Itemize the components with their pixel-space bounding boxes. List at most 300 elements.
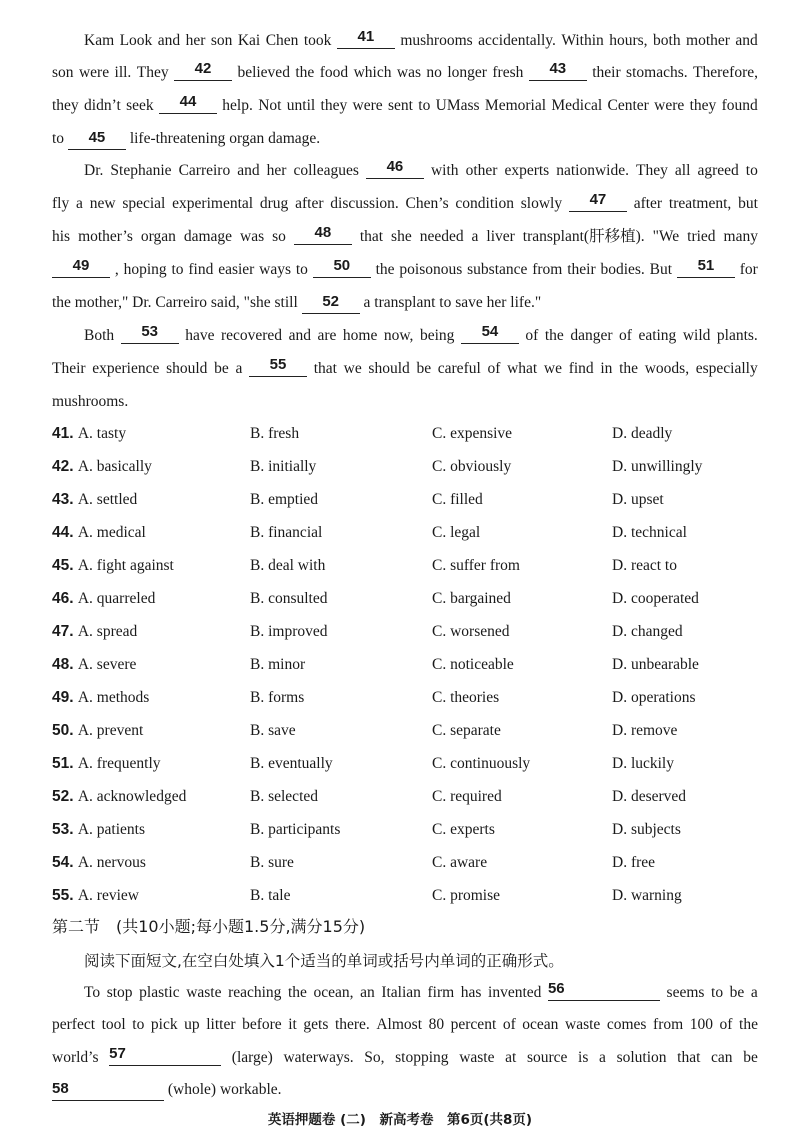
- word: nationwide.: [556, 162, 629, 179]
- word: we: [343, 360, 362, 377]
- word: that: [359, 228, 384, 245]
- text-segment: life-threatening organ damage.: [125, 130, 321, 147]
- blank-52[interactable]: 52: [302, 292, 360, 314]
- word: with: [430, 162, 459, 179]
- word: of: [525, 327, 539, 344]
- word: to: [171, 261, 184, 278]
- blank-45[interactable]: 45: [68, 128, 126, 150]
- word: gets: [303, 1016, 329, 1033]
- word: waste: [565, 1016, 601, 1033]
- word: a: [471, 228, 479, 245]
- question-number: 55.: [52, 887, 78, 904]
- option-c[interactable]: C. suffer from: [432, 557, 520, 574]
- option-a: [52, 421, 126, 447]
- blank-56[interactable]: 56: [548, 979, 660, 1001]
- option-c[interactable]: C. theories: [432, 689, 500, 706]
- option-d[interactable]: D. changed: [612, 623, 683, 640]
- word: experience: [92, 360, 160, 377]
- question-number: 42.: [52, 458, 78, 475]
- word: Not: [258, 97, 282, 114]
- word: an: [360, 984, 375, 1001]
- option-row-51: [52, 751, 772, 777]
- word: of: [719, 1016, 733, 1033]
- blank-42[interactable]: 42: [174, 59, 232, 81]
- word: the: [619, 360, 639, 377]
- question-number: 44.: [52, 524, 78, 541]
- option-b[interactable]: B. eventually: [250, 755, 333, 772]
- word: Look: [119, 32, 153, 49]
- option-d[interactable]: D. deserved: [612, 788, 687, 805]
- word: should: [166, 360, 208, 377]
- word: are: [317, 327, 337, 344]
- word: 100: [689, 1016, 713, 1033]
- word: be: [729, 984, 745, 1001]
- word: for: [739, 261, 758, 278]
- word: ,: [114, 261, 119, 278]
- option-b[interactable]: B. deal with: [250, 557, 326, 574]
- word: "We: [652, 228, 680, 245]
- option-a-text: A. medical: [77, 524, 146, 541]
- word: at: [505, 1049, 517, 1066]
- option-d[interactable]: D. luckily: [612, 755, 674, 772]
- word: Therefore,: [693, 64, 758, 81]
- option-a-text: A. nervous: [77, 854, 146, 871]
- word: seek: [126, 97, 154, 114]
- option-row-43: [52, 487, 772, 513]
- word: both: [653, 32, 681, 49]
- word: until: [286, 97, 316, 114]
- word: Memorial: [484, 97, 547, 114]
- word: that: [677, 1049, 701, 1066]
- text-line: [52, 60, 758, 86]
- word: liver: [486, 228, 515, 245]
- word: a: [599, 1049, 606, 1066]
- word: before: [242, 1016, 282, 1033]
- word: poisonous: [399, 261, 463, 278]
- text-line: [52, 389, 758, 415]
- word: they: [320, 97, 348, 114]
- option-b[interactable]: B. sure: [250, 854, 294, 871]
- option-row-52: [52, 784, 772, 810]
- option-a: [52, 520, 146, 546]
- option-a: [52, 718, 143, 744]
- word: were: [78, 64, 110, 81]
- word: special: [122, 195, 166, 212]
- blank-57[interactable]: 57: [109, 1044, 221, 1066]
- option-a-text: A. quarreled: [77, 590, 156, 607]
- text-segment: to: [52, 130, 68, 147]
- option-c[interactable]: C. expensive: [432, 425, 513, 442]
- word: percent: [450, 1016, 497, 1033]
- option-c[interactable]: C. obviously: [432, 458, 512, 475]
- blank-44[interactable]: 44: [159, 92, 217, 114]
- word: colleagues: [293, 162, 359, 179]
- word: their: [592, 64, 621, 81]
- option-b[interactable]: B. initially: [250, 458, 317, 475]
- word: up: [184, 1016, 200, 1033]
- word: longer: [447, 64, 487, 81]
- option-d[interactable]: D. free: [612, 854, 656, 871]
- word: help.: [222, 97, 253, 114]
- word: find: [188, 261, 214, 278]
- word: her: [266, 162, 287, 179]
- word: a: [76, 195, 83, 212]
- word: Both: [84, 327, 115, 344]
- word: So,: [364, 1049, 385, 1066]
- word: Stephanie: [110, 162, 172, 179]
- word: but: [738, 195, 758, 212]
- option-a: [52, 586, 155, 612]
- word: drug: [259, 195, 289, 212]
- option-a-text: A. methods: [77, 689, 150, 706]
- word: ocean,: [313, 984, 354, 1001]
- question-number: 47.: [52, 623, 78, 640]
- word: Carreiro: [178, 162, 231, 179]
- word: from: [532, 261, 563, 278]
- option-row-42: [52, 454, 772, 480]
- word: a: [750, 984, 758, 1001]
- option-row-54: [52, 850, 772, 876]
- section-title: 第二节 (共10小题;每小题1.5分,满分15分): [52, 917, 366, 936]
- word: she: [391, 228, 412, 245]
- word: Kai: [237, 32, 261, 49]
- page-footer: 英语押题卷 (二) 新高考卷 第6页(共8页): [267, 1112, 533, 1128]
- question-number: 52.: [52, 788, 78, 805]
- option-row-46: [52, 586, 772, 612]
- text-line: [52, 356, 758, 382]
- option-a: [52, 553, 174, 579]
- option-a-text: A. acknowledged: [77, 788, 187, 805]
- option-c[interactable]: C. filled: [432, 491, 483, 508]
- word: we: [543, 360, 562, 377]
- option-row-55: [52, 883, 772, 909]
- blank-50[interactable]: 50: [313, 256, 371, 278]
- word: careful: [437, 360, 481, 377]
- word: ways: [259, 261, 292, 278]
- option-a-text: A. fight against: [77, 557, 174, 574]
- word: to: [132, 1016, 145, 1033]
- option-a-text: A. basically: [77, 458, 152, 475]
- option-d[interactable]: D. subjects: [612, 821, 681, 838]
- option-a: [52, 784, 186, 810]
- option-c[interactable]: C. experts: [432, 821, 495, 838]
- word: be: [743, 1049, 758, 1066]
- question-number: 45.: [52, 557, 78, 574]
- word: home: [342, 327, 378, 344]
- word: her: [185, 32, 206, 49]
- blank-53[interactable]: 53: [121, 322, 179, 344]
- option-b[interactable]: B. emptied: [250, 491, 319, 508]
- word: it: [288, 1016, 297, 1033]
- option-d[interactable]: D. upset: [612, 491, 664, 508]
- word: stop: [106, 984, 133, 1001]
- word: invented: [488, 984, 542, 1001]
- word: Chen: [265, 32, 299, 49]
- word: substance: [467, 261, 528, 278]
- text-line: [84, 980, 758, 1006]
- word: seems: [666, 984, 705, 1001]
- section-instruction: 阅读下面短文,在空白处填入1个适当的单词或括号内单词的正确形式。: [84, 952, 564, 970]
- option-b[interactable]: B. financial: [250, 524, 323, 541]
- word: bodies.: [600, 261, 645, 278]
- word: hours,: [609, 32, 648, 49]
- word: waste: [186, 984, 222, 1001]
- option-d[interactable]: D. warning: [612, 887, 682, 904]
- blank-55[interactable]: 55: [249, 355, 307, 377]
- word: was: [240, 228, 265, 245]
- word: mother’s: [78, 228, 133, 245]
- text-line: [52, 257, 758, 283]
- word: experts: [504, 162, 550, 179]
- option-b[interactable]: B. improved: [250, 623, 328, 640]
- text-line: [52, 93, 758, 119]
- word: litter: [206, 1016, 236, 1033]
- blank-58[interactable]: 58: [52, 1079, 164, 1101]
- word: especially: [695, 360, 758, 377]
- option-b[interactable]: B. minor: [250, 656, 306, 673]
- word: woods,: [644, 360, 690, 377]
- text-line: [52, 290, 758, 316]
- option-d[interactable]: D. operations: [612, 689, 696, 706]
- word: mother: [686, 32, 730, 49]
- option-a-text: A. review: [77, 887, 139, 904]
- word: solution: [616, 1049, 667, 1066]
- text-line: [52, 224, 758, 250]
- option-a: [52, 685, 149, 711]
- word: all: [674, 162, 691, 179]
- option-a-text: A. patients: [77, 821, 146, 838]
- text-segment: mushrooms.: [52, 393, 129, 410]
- text-line: [84, 158, 758, 184]
- blank-51[interactable]: 51: [677, 256, 735, 278]
- word: found: [721, 97, 758, 114]
- word: was: [396, 64, 421, 81]
- word: now,: [383, 327, 414, 344]
- blank-46[interactable]: 46: [366, 157, 424, 179]
- word: condition: [455, 195, 514, 212]
- word: the: [295, 64, 315, 81]
- option-row-47: [52, 619, 772, 645]
- word: didn’t: [84, 97, 121, 114]
- blank-48[interactable]: 48: [294, 223, 352, 245]
- word: accidentally.: [478, 32, 556, 49]
- text-line: [52, 191, 758, 217]
- word: and: [735, 32, 758, 49]
- word: their: [567, 261, 596, 278]
- question-number: 50.: [52, 722, 78, 739]
- word: They: [636, 162, 668, 179]
- word: treatment,: [668, 195, 732, 212]
- word: should: [368, 360, 410, 377]
- text-line: [52, 126, 758, 152]
- option-c[interactable]: C. aware: [432, 854, 488, 871]
- word: agreed: [697, 162, 739, 179]
- text-line: [84, 323, 758, 349]
- word: stopping: [395, 1049, 449, 1066]
- word: a: [235, 360, 243, 377]
- option-b[interactable]: B. tale: [250, 887, 291, 904]
- word: new: [89, 195, 116, 212]
- option-b[interactable]: B. fresh: [250, 425, 300, 442]
- word: stomachs.: [626, 64, 688, 81]
- word: needed: [419, 228, 464, 245]
- word: waste: [459, 1049, 495, 1066]
- option-d[interactable]: D. technical: [612, 524, 687, 541]
- blank-47[interactable]: 47: [569, 190, 627, 212]
- option-b[interactable]: B. selected: [250, 788, 319, 805]
- option-d[interactable]: D. deadly: [612, 425, 673, 442]
- word: and: [157, 32, 181, 49]
- word: there.: [334, 1016, 370, 1033]
- option-a: [52, 850, 146, 876]
- word: fresh: [492, 64, 524, 81]
- word: fly: [52, 195, 70, 212]
- word: that: [313, 360, 337, 377]
- word: food: [319, 64, 349, 81]
- word: Their: [52, 360, 86, 377]
- word: were: [352, 97, 383, 114]
- word: be: [416, 360, 432, 377]
- word: after: [295, 195, 324, 212]
- option-a: [52, 883, 139, 909]
- word: reaching: [228, 984, 282, 1001]
- word: But: [649, 261, 673, 278]
- option-row-44: [52, 520, 772, 546]
- word: They: [136, 64, 169, 81]
- word: comes: [606, 1016, 647, 1033]
- word: to: [745, 162, 758, 179]
- word: is: [578, 1049, 589, 1066]
- option-b[interactable]: B. consulted: [250, 590, 328, 607]
- text-segment: (whole) workable.: [164, 1081, 282, 1098]
- word: plastic: [139, 984, 180, 1001]
- word: son: [210, 32, 233, 49]
- word: (large): [231, 1049, 273, 1066]
- word: no: [426, 64, 442, 81]
- word: easier: [218, 261, 255, 278]
- word: wild: [682, 327, 711, 344]
- word: son: [52, 64, 74, 81]
- option-row-45: [52, 553, 772, 579]
- option-c[interactable]: C. legal: [432, 524, 481, 541]
- option-c[interactable]: C. continuously: [432, 755, 531, 772]
- word: what: [507, 360, 538, 377]
- word: has: [460, 984, 482, 1001]
- word: firm: [427, 984, 455, 1001]
- word: damage: [183, 228, 233, 245]
- word: Almost: [376, 1016, 423, 1033]
- option-a: [52, 454, 152, 480]
- option-d[interactable]: D. cooperated: [612, 590, 699, 607]
- option-row-50: [52, 718, 772, 744]
- word: Center: [607, 97, 649, 114]
- option-c[interactable]: C. promise: [432, 887, 501, 904]
- option-c[interactable]: C. noticeable: [432, 656, 514, 673]
- word: the: [375, 261, 395, 278]
- option-b[interactable]: B. forms: [250, 689, 305, 706]
- question-number: 48.: [52, 656, 78, 673]
- blank-43[interactable]: 43: [529, 59, 587, 81]
- question-number: 43.: [52, 491, 78, 508]
- option-a-text: A. spread: [77, 623, 138, 640]
- word: have: [185, 327, 215, 344]
- option-a-text: A. tasty: [77, 425, 127, 442]
- option-a-text: A. frequently: [77, 755, 161, 772]
- word: plants.: [716, 327, 758, 344]
- word: UMass: [435, 97, 480, 114]
- word: sent: [387, 97, 413, 114]
- question-number: 41.: [52, 425, 78, 442]
- word: To: [84, 984, 101, 1001]
- word: hoping: [123, 261, 167, 278]
- word: many: [723, 228, 758, 245]
- option-c[interactable]: C. worsened: [432, 623, 510, 640]
- question-number: 53.: [52, 821, 78, 838]
- word: Dr.: [84, 162, 104, 179]
- word: waterways.: [283, 1049, 354, 1066]
- option-b[interactable]: B. save: [250, 722, 296, 739]
- option-a: [52, 619, 137, 645]
- text-segment: the mother," Dr. Carreiro said, "she still: [52, 294, 302, 311]
- text-line: [52, 1045, 758, 1071]
- word: danger: [570, 327, 613, 344]
- option-c[interactable]: C. required: [432, 788, 502, 805]
- text-line: [52, 1012, 758, 1038]
- blank-54[interactable]: 54: [461, 322, 519, 344]
- option-d[interactable]: D. react to: [612, 557, 677, 574]
- option-b[interactable]: B. participants: [250, 821, 341, 838]
- word: and: [237, 162, 260, 179]
- text-line: [52, 1077, 758, 1103]
- word: were: [654, 97, 685, 114]
- word: which: [353, 64, 392, 81]
- option-row-49: [52, 685, 772, 711]
- option-d[interactable]: D. unwillingly: [612, 458, 703, 475]
- option-a: [52, 487, 137, 513]
- word: the: [739, 1016, 758, 1033]
- option-d[interactable]: D. unbearable: [612, 656, 699, 673]
- word: believed: [237, 64, 290, 81]
- word: to: [295, 261, 308, 278]
- option-c[interactable]: C. bargained: [432, 590, 511, 607]
- word: they: [52, 97, 79, 114]
- word: Kam: [84, 32, 115, 49]
- word: being: [419, 327, 455, 344]
- word: world’s: [52, 1049, 99, 1066]
- word: 80: [428, 1016, 445, 1033]
- option-d[interactable]: D. remove: [612, 722, 678, 739]
- word: perfect: [52, 1016, 96, 1033]
- word: can: [711, 1049, 733, 1066]
- blank-49[interactable]: 49: [52, 256, 110, 278]
- word: discussion.: [330, 195, 399, 212]
- word: of: [619, 327, 632, 344]
- word: in: [600, 360, 613, 377]
- option-c[interactable]: C. separate: [432, 722, 501, 739]
- blank-41[interactable]: 41: [337, 27, 395, 49]
- word: mushrooms: [400, 32, 473, 49]
- question-number: 46.: [52, 590, 78, 607]
- word: they: [689, 97, 717, 114]
- word: be: [214, 360, 229, 377]
- word: from: [653, 1016, 684, 1033]
- word: so: [272, 228, 286, 245]
- word: of: [502, 1016, 516, 1033]
- word: and: [288, 327, 311, 344]
- question-number: 51.: [52, 755, 78, 772]
- option-row-48: [52, 652, 772, 678]
- word: his: [52, 228, 71, 245]
